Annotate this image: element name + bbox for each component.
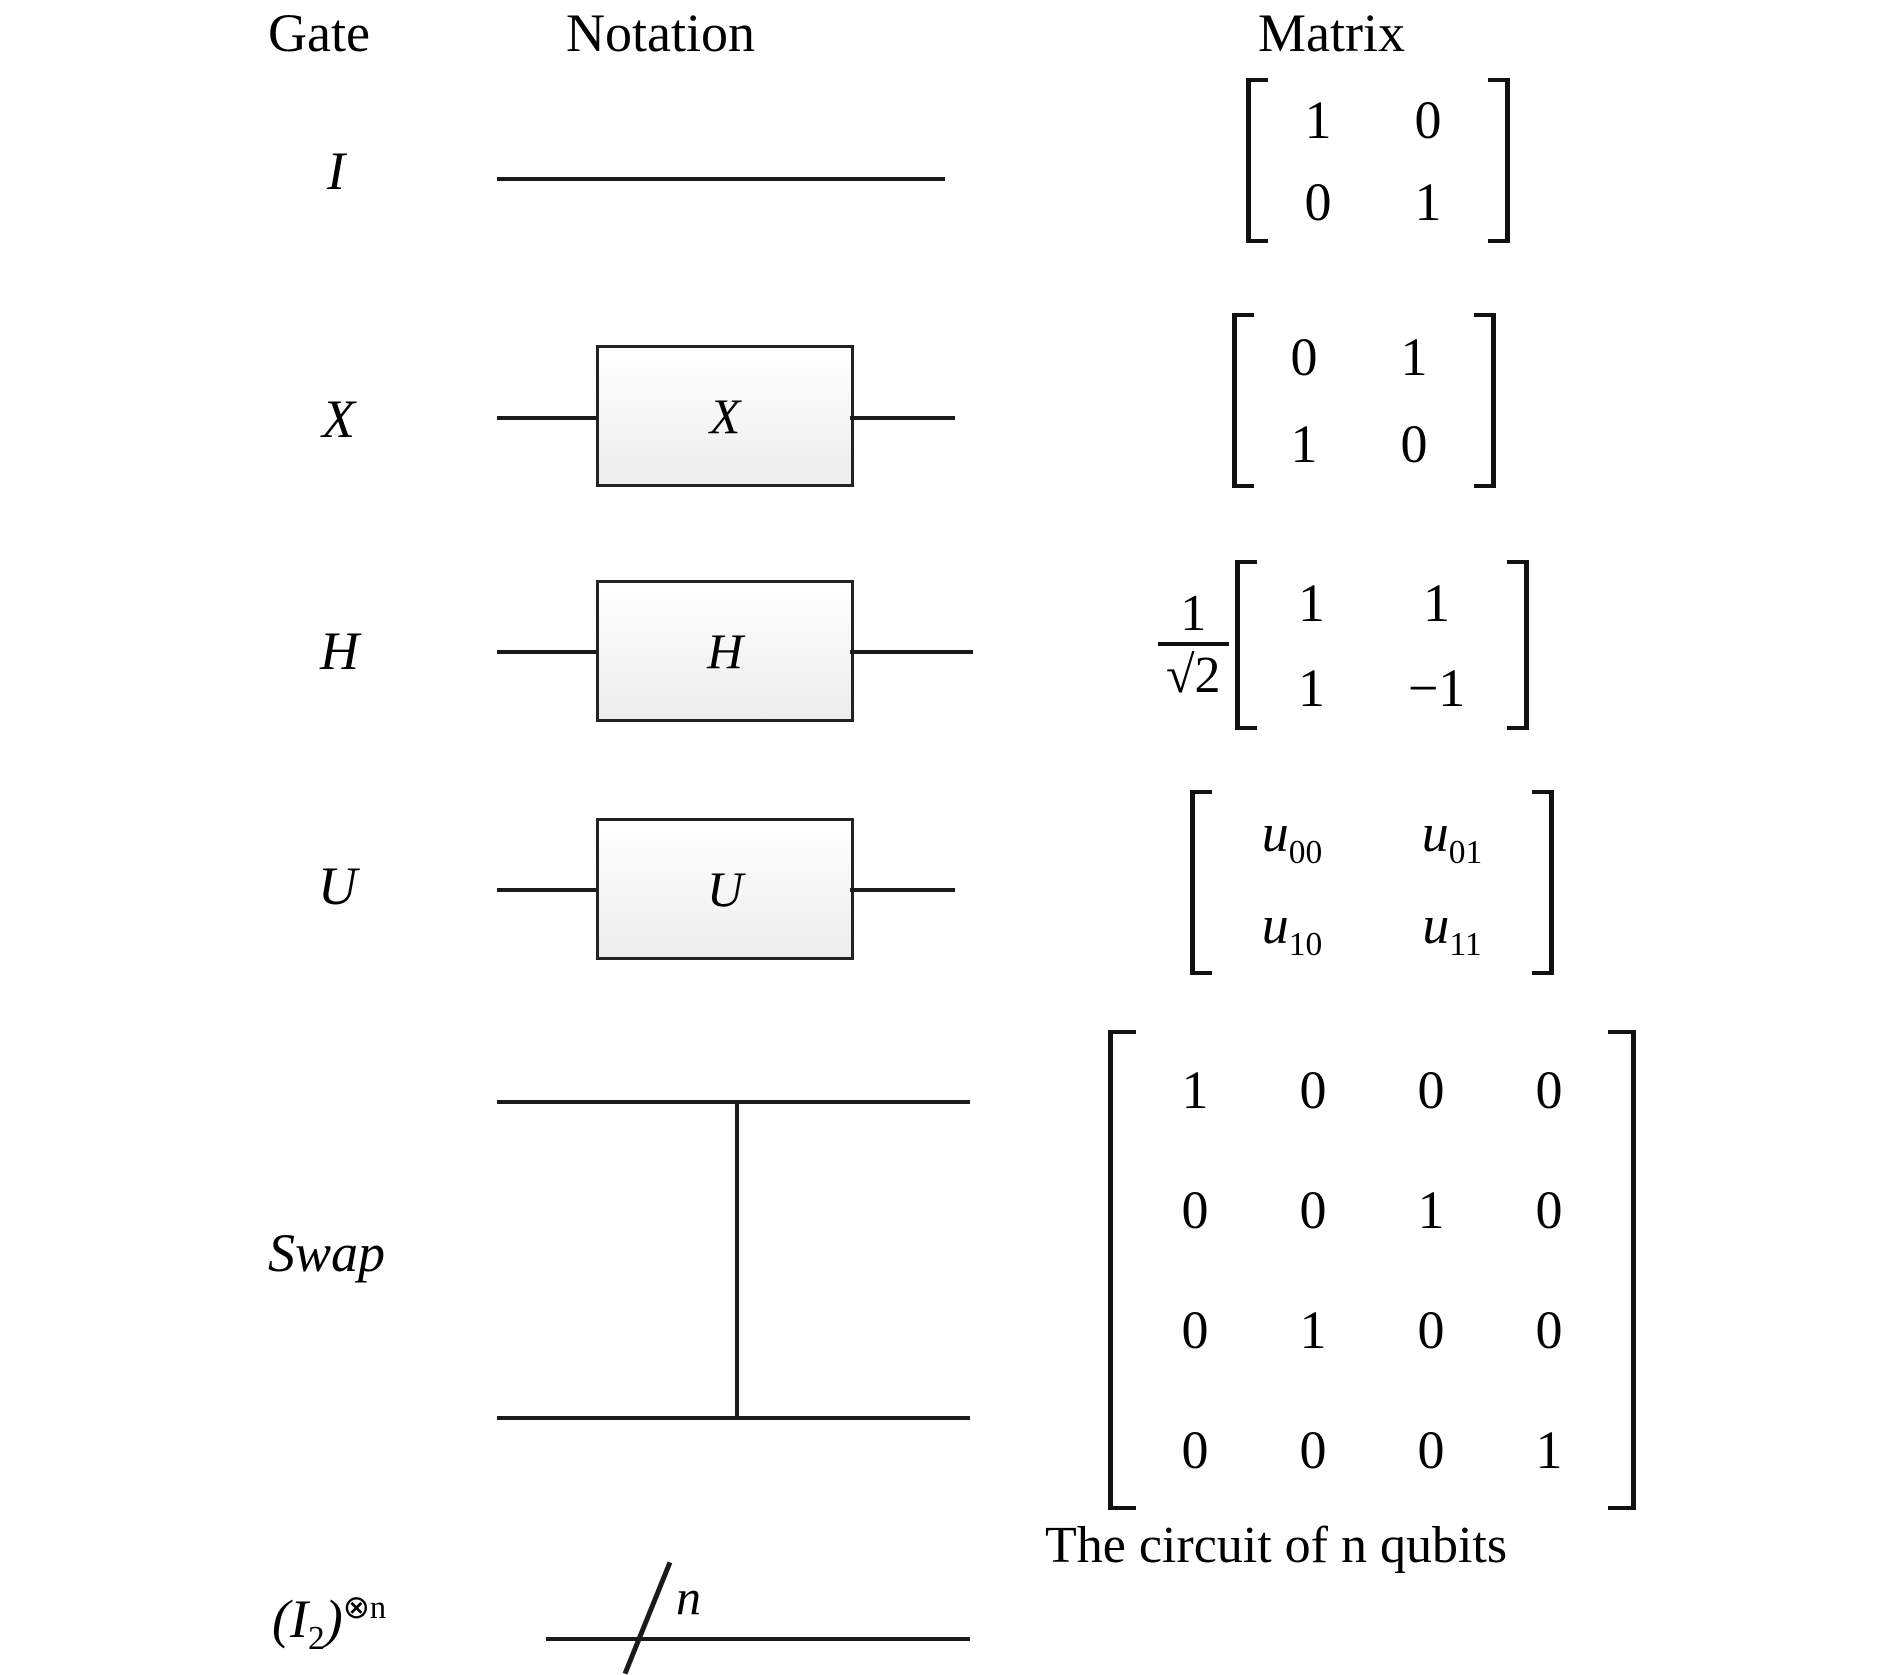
gate-label-unitary-u: U [318, 856, 357, 916]
matrix-cell [1372, 883, 1532, 975]
matrix-unitary-u [1190, 790, 1554, 975]
matrix-cell: 0 [1417, 1060, 1445, 1120]
matrix-entry-base: u [1421, 802, 1449, 863]
bracket-left-icon [1232, 313, 1254, 488]
matrix-identity-grid [1268, 79, 1488, 243]
matrix-cell: 1 [1290, 414, 1318, 474]
wire-unitary-u-left [497, 888, 602, 892]
matrix-cell: 0 [1290, 327, 1318, 387]
bracket-left-icon [1108, 1030, 1136, 1510]
matrix-cell: 1 [1417, 1180, 1445, 1240]
matrix-cell: 0 [1400, 414, 1428, 474]
matrix-cell [1212, 883, 1372, 975]
matrix-entry-base: u [1261, 894, 1289, 955]
matrix-hadamard-grid [1257, 560, 1507, 730]
matrix-cell: 1 [1298, 657, 1326, 718]
matrix-cell: −1 [1407, 657, 1466, 718]
paren-open: ( [272, 1589, 290, 1649]
matrix-swap [1108, 1030, 1636, 1510]
wire-swap-bottom [497, 1416, 970, 1420]
matrix-entry-sub: 00 [1288, 833, 1323, 871]
bracket-right-icon [1474, 313, 1496, 488]
wire-swap-vertical-link [735, 1100, 739, 1418]
gate-label-identity: I [327, 141, 345, 201]
matrix-cell [1372, 791, 1532, 883]
matrix-cell: 0 [1414, 89, 1442, 150]
matrix-prefactor-hadamard [1158, 585, 1229, 704]
matrix-cell: 0 [1181, 1300, 1209, 1360]
matrix-pauli-x-grid [1254, 314, 1474, 488]
tensor-power-sup: ⊗n [342, 1590, 387, 1626]
wire-identity [497, 177, 945, 181]
bundle-count-label: n [676, 1569, 701, 1625]
wire-hadamard-left [497, 650, 602, 654]
matrix-entry-sub: 01 [1448, 833, 1483, 871]
matrix-cell: 1 [1298, 572, 1326, 633]
matrix-entry-base: u [1261, 802, 1289, 863]
matrix-pauli-x [1232, 313, 1496, 488]
matrix-entry-sub: 11 [1449, 925, 1482, 963]
paren-close: ) [324, 1589, 343, 1649]
matrix-cell: 0 [1304, 171, 1332, 232]
bracket-right-icon [1507, 560, 1529, 730]
bundle-slash-icon [623, 1561, 673, 1674]
gate-box-hadamard[interactable]: H [596, 580, 854, 722]
matrix-cell: 1 [1181, 1060, 1209, 1120]
matrix-swap-grid [1136, 1030, 1608, 1510]
matrix-cell: 1 [1304, 89, 1332, 150]
wire-unitary-u-right [850, 888, 955, 892]
figure-caption: The circuit of n qubits [1045, 1517, 1508, 1574]
matrix-cell: 0 [1535, 1300, 1563, 1360]
matrix-cell: 0 [1417, 1420, 1445, 1480]
matrix-cell: 1 [1299, 1300, 1327, 1360]
wire-pauli-x-right [850, 416, 955, 420]
column-header-matrix: Matrix [1258, 3, 1405, 63]
matrix-cell: 1 [1535, 1420, 1563, 1480]
gate-label-n-qubit-identity [272, 1588, 386, 1658]
matrix-entry-sub: 10 [1288, 925, 1323, 963]
bracket-left-icon [1235, 560, 1257, 730]
matrix-cell: 1 [1423, 572, 1451, 633]
bracket-right-icon [1608, 1030, 1636, 1510]
gate-label-pauli-x: X [322, 389, 355, 449]
bracket-left-icon [1190, 790, 1212, 975]
wire-hadamard-right [850, 650, 973, 654]
wire-swap-top [497, 1100, 970, 1104]
bracket-right-icon [1532, 790, 1554, 975]
matrix-cell [1212, 791, 1372, 883]
bracket-left-icon [1246, 78, 1268, 243]
prefactor-numerator: 1 [1180, 585, 1207, 642]
matrix-identity [1246, 78, 1510, 243]
identity-sub: 2 [307, 1619, 325, 1657]
matrix-cell: 0 [1299, 1060, 1327, 1120]
matrix-cell: 0 [1181, 1420, 1209, 1480]
matrix-cell: 0 [1299, 1180, 1327, 1240]
prefactor-denominator: √2 [1166, 647, 1221, 704]
matrix-cell: 0 [1417, 1300, 1445, 1360]
wire-pauli-x-left [497, 416, 602, 420]
matrix-cell: 0 [1181, 1180, 1209, 1240]
wire-n-qubit-bundle [546, 1637, 970, 1641]
gate-box-pauli-x[interactable]: X [596, 345, 854, 487]
matrix-cell: 1 [1414, 171, 1442, 232]
column-header-gate: Gate [268, 3, 370, 63]
column-header-notation: Notation [566, 3, 755, 63]
matrix-cell: 0 [1299, 1420, 1327, 1480]
matrix-unitary-u-grid [1212, 791, 1532, 975]
gate-box-unitary-u[interactable]: U [596, 818, 854, 960]
matrix-cell: 1 [1400, 327, 1428, 387]
matrix-hadamard [1158, 560, 1529, 730]
identity-base: I [289, 1589, 308, 1649]
matrix-cell: 0 [1535, 1060, 1563, 1120]
gate-label-hadamard: H [320, 621, 359, 681]
matrix-entry-base: u [1422, 894, 1450, 955]
bracket-right-icon [1488, 78, 1510, 243]
matrix-cell: 0 [1535, 1180, 1563, 1240]
gate-label-swap: Swap [268, 1223, 386, 1283]
